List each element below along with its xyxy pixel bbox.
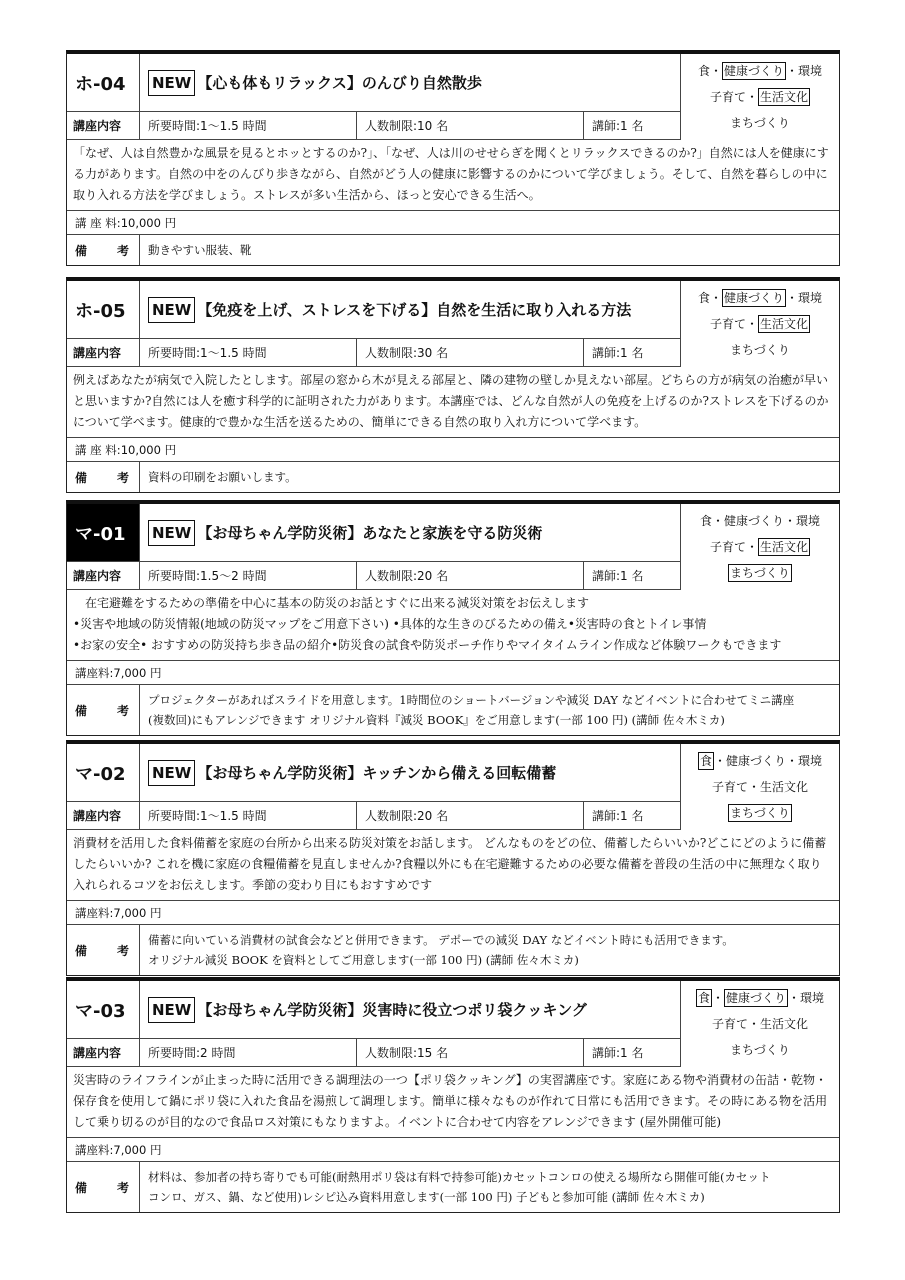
description-line: •お家の安全• おすすめの防災持ち歩き品の紹介•防災食の試食や防災ポーチ作りやマイタイムライン作成など体験ワークもできます <box>73 638 782 652</box>
note-label-2: 考 <box>116 703 129 718</box>
separator: ・ <box>786 64 799 78</box>
separator: ・ <box>786 754 799 768</box>
category-environment: 環境 <box>798 64 823 78</box>
course-description <box>67 590 839 661</box>
category-town: まちづくり <box>730 1043 790 1057</box>
new-badge: NEW <box>148 997 195 1023</box>
fee-row <box>67 661 839 685</box>
course-title-text: 【お母ちゃん学防災術】災害時に役立つポリ袋クッキング <box>197 1001 587 1019</box>
duration: 所要時間:1.5～2 時間 <box>140 562 357 589</box>
content-label: 講座内容 <box>67 1039 140 1066</box>
note-label <box>67 462 140 492</box>
course-title-text: 【お母ちゃん学防災術】あなたと家族を守る防災術 <box>197 524 543 542</box>
new-badge: NEW <box>148 297 195 323</box>
category-food: 食 <box>697 991 710 1005</box>
category-life-culture: 生活文化 <box>760 780 809 794</box>
category-childcare: 子育て <box>711 1017 748 1031</box>
separator: ・ <box>745 90 758 104</box>
capacity: 人数制限:15 名 <box>357 1039 584 1066</box>
category-life-culture: 生活文化 <box>760 90 809 104</box>
category-town: まちづくり <box>730 806 790 820</box>
lecturers: 講師:1 名 <box>592 346 644 360</box>
category-food: 食 <box>697 64 710 78</box>
fee-label: 講座料: <box>75 905 114 920</box>
lecturers: 講師:1 名 <box>592 809 644 823</box>
course-card-ma01 <box>66 500 840 736</box>
new-badge: NEW <box>148 760 195 786</box>
note-line: (複数回)にもアレンジできます オリジナル資料『減災 BOOK』をご用意します(一部 100 円) (講師 佐々木ミカ) <box>148 713 725 727</box>
category-childcare: 子育て <box>709 317 746 331</box>
note-label <box>67 1162 140 1212</box>
course-title-text: 【免疫を上げ、ストレスを下げる】自然を生活に取り入れる方法 <box>197 301 632 319</box>
category-childcare: 子育て <box>709 90 746 104</box>
category-health: 健康づくり <box>725 991 786 1005</box>
category-food: 食 <box>699 754 712 768</box>
note-line: オリジナル減災 BOOK を資料としてご用意します(一部 100 円) (講師 佐々木ミカ) <box>148 953 579 967</box>
course-code: マ-03 <box>67 981 140 1038</box>
course-title <box>140 504 680 561</box>
category-environment: 環境 <box>798 754 823 768</box>
course-card-ho04 <box>66 50 840 266</box>
course-code: ホ-05 <box>67 281 140 338</box>
lecturers: 講師:1 名 <box>592 569 644 583</box>
separator: ・ <box>711 514 724 528</box>
content-label: 講座内容 <box>67 562 140 589</box>
separator: ・ <box>711 991 724 1005</box>
note-label-2: 考 <box>116 943 129 958</box>
category-food: 食 <box>699 514 712 528</box>
category-childcare: 子育て <box>709 540 746 554</box>
separator: ・ <box>745 317 758 331</box>
category-life-culture: 生活文化 <box>760 540 809 554</box>
content-label: 講座内容 <box>67 112 140 139</box>
note-line: 材料は、参加者の持ち寄りでも可能(耐熱用ポリ袋は有料で持参可能)カセットコンロの使える場所なら開催可能(カセット <box>148 1170 771 1184</box>
category-health: 健康づくり <box>723 514 784 528</box>
category-food: 食 <box>697 291 710 305</box>
category-health: 健康づくり <box>725 754 786 768</box>
note-row <box>67 462 839 492</box>
category-box <box>680 744 839 830</box>
capacity: 人数制限:10 名 <box>357 112 584 139</box>
duration: 所要時間:1～1.5 時間 <box>140 112 357 139</box>
capacity: 人数制限:20 名 <box>357 802 584 829</box>
separator: ・ <box>709 64 722 78</box>
note-label-1: 備 <box>75 703 88 718</box>
category-childcare: 子育て <box>711 780 748 794</box>
category-health: 健康づくり <box>723 64 784 78</box>
category-environment: 環境 <box>796 514 821 528</box>
note-row <box>67 685 839 735</box>
description-line: •災害や地域の防災情報(地域の防災マップをご用意下さい) •具体的な生きのびるための備え•災害時の食とトイレ事情 <box>73 617 707 631</box>
course-card-ma03 <box>66 977 840 1213</box>
new-badge: NEW <box>148 520 195 546</box>
note-line: 備蓄に向いている消費材の試食会などと併用できます。 デポーでの減災 DAY などイベント時にも活用できます。 <box>148 933 734 947</box>
note-label-2: 考 <box>116 1180 129 1195</box>
course-title-text: 【お母ちゃん学防災術】キッチンから備える回転備蓄 <box>197 764 557 782</box>
course-title <box>140 744 680 801</box>
fee-value: 10,000 円 <box>120 442 177 457</box>
separator: ・ <box>713 754 726 768</box>
fee-label: 講座料: <box>75 665 114 680</box>
note-label-1: 備 <box>75 1180 88 1195</box>
separator: ・ <box>788 991 801 1005</box>
new-badge: NEW <box>148 70 195 96</box>
lecturers: 講師:1 名 <box>592 1046 644 1060</box>
fee-row <box>67 901 839 925</box>
category-town: まちづくり <box>730 566 790 580</box>
fee-row <box>67 438 839 462</box>
fee-row <box>67 211 839 235</box>
course-card-ho05 <box>66 277 840 493</box>
course-description: 「なぜ、人は自然豊かな風景を見るとホッとするのか?」、「なぜ、人は川のせせらぎを聞くとリラックスできるのか?」自然には人を健康にする力があります。自然の中をのんびり歩きながら、自然がどう人の健康に影響するのかについて学びましょう。そして、自然を暮らしの中に取り入れる方法を学びましょう。ストレスが多い生活から、ほっと安心できる生活へ。 <box>67 140 839 211</box>
description-line: 在宅避難をするための準備を中心に基本の防災のお話とすぐに出来る減災対策をお伝えします <box>85 596 590 610</box>
category-box <box>680 504 839 590</box>
note-label-2: 考 <box>116 243 129 258</box>
category-box <box>680 981 839 1067</box>
course-title <box>140 281 680 338</box>
separator: ・ <box>709 291 722 305</box>
course-title-text: 【心も体もリラックス】のんびり自然散歩 <box>197 74 482 92</box>
separator: ・ <box>745 540 758 554</box>
capacity: 人数制限:20 名 <box>357 562 584 589</box>
category-box <box>680 281 839 367</box>
fee-label: 講 座 料: <box>75 442 121 457</box>
note-row <box>67 925 839 975</box>
separator: ・ <box>747 1017 760 1031</box>
category-environment: 環境 <box>798 291 823 305</box>
fee-value: 7,000 円 <box>113 905 162 920</box>
note-label-1: 備 <box>75 470 88 485</box>
note-line: コンロ、ガス、鍋、など使用)レシピ込み資料用意します(一部 100 円) 子どもと参加可能 (講師 佐々木ミカ) <box>148 1190 705 1204</box>
content-label: 講座内容 <box>67 802 140 829</box>
course-title <box>140 981 680 1038</box>
course-card-ma02 <box>66 740 840 976</box>
note-text <box>140 925 839 975</box>
duration: 所要時間:2 時間 <box>140 1039 357 1066</box>
note-text: 動きやすい服装、靴 <box>148 243 252 257</box>
category-health: 健康づくり <box>723 291 784 305</box>
course-description: 例えばあなたが病気で入院したとします。部屋の窓から木が見える部屋と、隣の建物の壁しか見えない部屋。どちらの方が病気の治癒が早いと思いますか?自然には人を癒す科学的に証明された力があります。本講座では、どんな自然が人の免疫を上げるのか?ストレスを下げるのかについて学べます。健康的で豊かな生活を送るための、簡単にできる自然の取り入れ方について学べます。 <box>67 367 839 438</box>
fee-value: 7,000 円 <box>113 1142 162 1157</box>
course-title <box>140 54 680 111</box>
course-code: マ-01 <box>67 504 140 561</box>
category-life-culture: 生活文化 <box>760 317 809 331</box>
note-label-1: 備 <box>75 943 88 958</box>
note-label <box>67 925 140 975</box>
duration: 所要時間:1～1.5 時間 <box>140 802 357 829</box>
note-text: 資料の印刷をお願いします。 <box>148 470 297 484</box>
capacity: 人数制限:30 名 <box>357 339 584 366</box>
course-code: ホ-04 <box>67 54 140 111</box>
separator: ・ <box>784 514 797 528</box>
category-life-culture: 生活文化 <box>760 1017 809 1031</box>
fee-label: 講 座 料: <box>75 215 121 230</box>
content-label: 講座内容 <box>67 339 140 366</box>
category-box <box>680 54 839 140</box>
lecturers: 講師:1 名 <box>592 119 644 133</box>
note-label <box>67 235 140 265</box>
fee-value: 7,000 円 <box>113 665 162 680</box>
note-label <box>67 685 140 735</box>
category-environment: 環境 <box>800 991 825 1005</box>
separator: ・ <box>747 780 760 794</box>
course-code: マ-02 <box>67 744 140 801</box>
note-label-1: 備 <box>75 243 88 258</box>
duration: 所要時間:1～1.5 時間 <box>140 339 357 366</box>
course-description: 災害時のライフラインが止まった時に活用できる調理法の一つ【ポリ袋クッキング】の実習講座です。家庭にある物や消費材の缶詰・乾物・保存食を使用して鍋にポリ袋に入れた食品を湯煎して調理します。簡単に様々なものが作れて日常にも活用できます。その時にある物を活用して乗り切るのが目的なので食品ロス対策にもなりますよ。イベントに合わせて内容をアレンジできます (屋外開催可能) <box>67 1067 839 1138</box>
note-text <box>140 685 839 735</box>
course-description: 消費材を活用した食料備蓄を家庭の台所から出来る防災対策をお話します。 どんなものをどの位、備蓄したらいいか?どこにどのように備蓄したらいいか? これを機に家庭の食糧備蓄を見直しませんか?食糧以外にも在宅避難するための必要な備蓄を普段の生活の中に無理なく取り入れられるコツをお伝えします。季節の変わり目にもおすすめです <box>67 830 839 901</box>
note-label-2: 考 <box>116 470 129 485</box>
note-row <box>67 1162 839 1212</box>
fee-label: 講座料: <box>75 1142 114 1157</box>
category-town: まちづくり <box>730 343 790 357</box>
separator: ・ <box>786 291 799 305</box>
category-town: まちづくり <box>730 116 790 130</box>
note-text <box>140 1162 839 1212</box>
note-row <box>67 235 839 265</box>
fee-row <box>67 1138 839 1162</box>
note-line: プロジェクターがあればスライドを用意します。1時間位のショートバージョンや減災 DAY などイベントに合わせてミニ講座 <box>148 693 795 707</box>
fee-value: 10,000 円 <box>120 215 177 230</box>
